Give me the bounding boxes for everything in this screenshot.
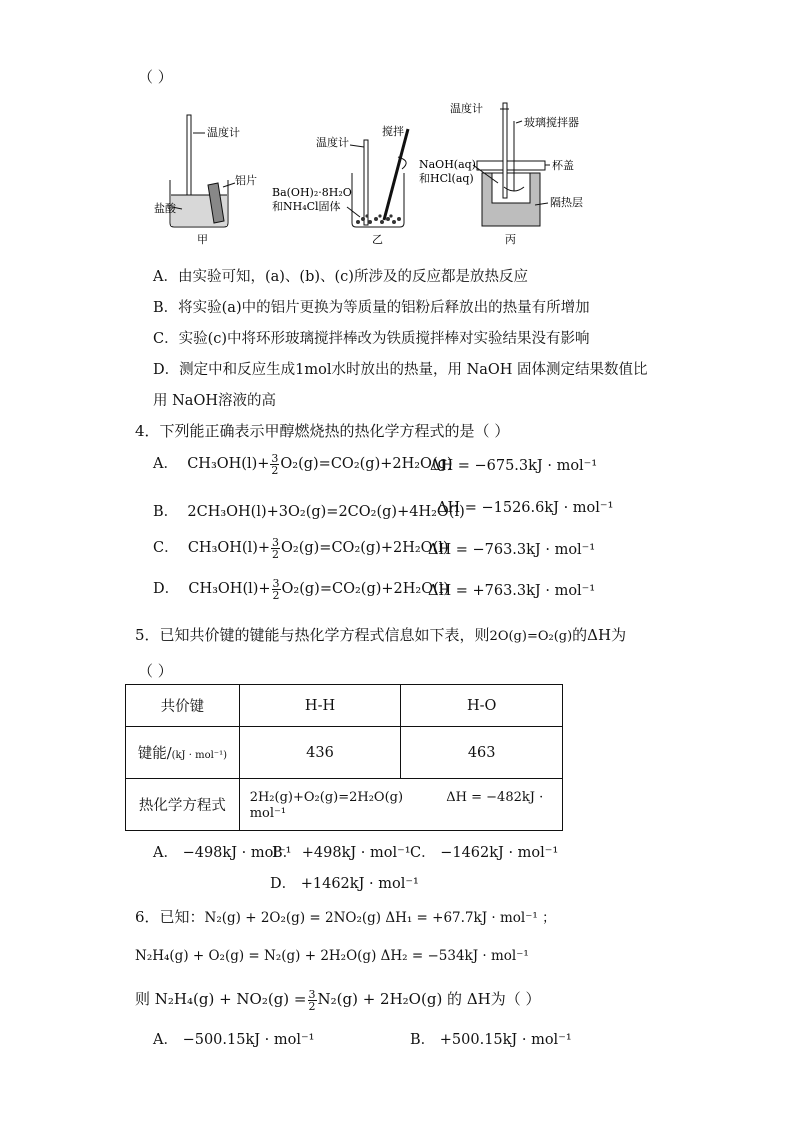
q4-option-b bbox=[153, 500, 465, 521]
table-energy-label: 键能/(kJ · mol⁻¹) bbox=[126, 727, 240, 779]
q4-option-a-eq-right: O₂(g)=CO₂(g)+2H₂O(g) bbox=[280, 456, 453, 472]
q3-option-c: C．实验(c)中将环形玻璃搅拌棒改为铁质搅拌棒对实验结果没有影响 bbox=[153, 331, 590, 347]
table-header-bond: 共价键 bbox=[126, 685, 240, 727]
q4-option-c bbox=[153, 536, 449, 560]
q5-stem-part1: 5．已知共价键的键能与热化学方程式信息如下表，则 bbox=[135, 626, 490, 644]
q4-option-a-dh: ΔH = −675.3kJ · mol⁻¹ bbox=[430, 458, 598, 474]
q4-option-d-eq-left: CH₃OH(l)+ bbox=[188, 581, 271, 597]
q6-ask-left: 则 N₂H₄(g) + NO₂(g) = bbox=[135, 990, 307, 1008]
caption-jia: 甲 bbox=[197, 233, 208, 246]
q4-option-c-eq-right: O₂(g)=CO₂(g)+2H₂O(l) bbox=[281, 540, 449, 556]
caption-yi: 乙 bbox=[372, 233, 383, 246]
label-stir-yi: 搅拌 bbox=[382, 125, 404, 138]
label-acid-jia: 盐酸 bbox=[154, 202, 176, 215]
q3-answer-bracket: （ ） bbox=[138, 68, 173, 86]
label-solution2-bing: 和HCl(aq) bbox=[419, 172, 474, 185]
q4-option-a-label: A． bbox=[153, 456, 178, 472]
q4-option-a-eq-left: CH₃OH(l)+ bbox=[187, 456, 270, 472]
q5-stem-part2: 的ΔH为 bbox=[572, 626, 627, 644]
q4-option-d bbox=[153, 577, 449, 601]
q4-stem: 4．下列能正确表示甲醇燃烧热的热化学方程式的是（ ） bbox=[135, 422, 510, 440]
label-stirrer-bing: 玻璃搅拌器 bbox=[524, 116, 579, 129]
label-solid2-yi: 和NH₄Cl固体 bbox=[272, 200, 341, 213]
q3-option-d-line1: D．测定中和反应生成1mol水时放出的热量，用 NaOH 固体测定结果数值比 bbox=[153, 362, 648, 378]
label-thermometer-jia: 温度计 bbox=[207, 126, 240, 139]
table-row-energy bbox=[126, 727, 563, 779]
thermometer-yi bbox=[364, 140, 368, 225]
q6-eq1: N₂(g) + 2O₂(g) = 2NO₂(g) ΔH₁ = +67.7kJ · mol⁻¹ ； bbox=[204, 910, 556, 926]
q4-option-d-label: D． bbox=[153, 581, 180, 597]
q5-answer-bracket: （ ） bbox=[138, 662, 173, 680]
table-equation-label: 热化学方程式 bbox=[126, 779, 240, 831]
figure-yi bbox=[347, 129, 408, 227]
solid-particles bbox=[356, 214, 401, 224]
q6-stem-intro: 6．已知： bbox=[135, 908, 205, 926]
q4-option-b-eq: 2CH₃OH(l)+3O₂(g)=2CO₂(g)+4H₂O(l) bbox=[187, 504, 465, 520]
thermometer-bing bbox=[503, 103, 507, 198]
q5-stem-eq: 2O(g)=O₂(g) bbox=[489, 629, 573, 644]
fraction-three-halves: $\frac{3}{2}$ bbox=[308, 987, 316, 1013]
q6-stem bbox=[135, 906, 556, 927]
q5-option-a: A． −498kJ · mol⁻¹ bbox=[153, 845, 292, 861]
table-equation-dh: ΔH = −482kJ · mol⁻¹ bbox=[249, 789, 544, 821]
label-al-jia: 铝片 bbox=[235, 174, 257, 187]
table-equation: 2H₂(g)+O₂(g)=2H₂O(g) bbox=[249, 789, 404, 805]
q6-option-b: B． +500.15kJ · mol⁻¹ bbox=[410, 1032, 572, 1048]
bond-energy-table bbox=[125, 684, 563, 831]
fraction-three-halves: $\frac{3}{2}$ bbox=[271, 451, 279, 477]
q4-option-b-label: B． bbox=[153, 504, 179, 520]
fraction-three-halves: $\frac{3}{2}$ bbox=[272, 535, 280, 561]
q4-option-c-dh: ΔH = −763.3kJ · mol⁻¹ bbox=[428, 542, 596, 558]
fraction-three-halves: $\frac{3}{2}$ bbox=[272, 576, 280, 602]
label-insulation-bing: 隔热层 bbox=[550, 196, 583, 209]
q5-option-d: D． +1462kJ · mol⁻¹ bbox=[270, 876, 419, 892]
table-energy-hh: 436 bbox=[239, 727, 401, 779]
q4-option-d-eq-right: O₂(g)=CO₂(g)+2H₂O(l) bbox=[281, 581, 450, 597]
q4-option-b-dh: ΔH = −1526.6kJ · mol⁻¹ bbox=[437, 500, 614, 516]
q4-option-d-dh: ΔH = +763.3kJ · mol⁻¹ bbox=[428, 583, 596, 599]
label-solid1-yi: Ba(OH)₂·8H₂O bbox=[272, 186, 352, 199]
q4-option-a bbox=[153, 452, 453, 476]
q4-option-c-label: C． bbox=[153, 540, 179, 556]
q6-ask bbox=[135, 988, 541, 1012]
label-lid-bing: 杯盖 bbox=[552, 159, 574, 172]
q4-option-c-eq-left: CH₃OH(l)+ bbox=[187, 540, 271, 556]
table-energy-ho: 463 bbox=[401, 727, 563, 779]
q6-eq2: N₂H₄(g) + O₂(g) = N₂(g) + 2H₂O(g) ΔH₂ = −534kJ · mol⁻¹ bbox=[135, 948, 529, 964]
label-solution1-bing: NaOH(aq) bbox=[419, 158, 476, 171]
caption-bing: 丙 bbox=[505, 233, 516, 246]
label-thermometer-yi: 温度计 bbox=[316, 136, 349, 149]
table-header-row bbox=[126, 685, 563, 727]
table-header-ho: H-O bbox=[401, 685, 563, 727]
q3-experiment-figure bbox=[140, 95, 610, 250]
q3-option-d-line2: 用 NaOH溶液的高 bbox=[153, 393, 276, 409]
q3-option-b: B．将实验(a)中的铝片更换为等质量的铝粉后释放出的热量有所增加 bbox=[153, 300, 590, 316]
cup-lid bbox=[477, 161, 545, 170]
label-thermometer-bing: 温度计 bbox=[450, 102, 483, 115]
table-header-hh: H-H bbox=[239, 685, 401, 727]
q5-option-b: B． +498kJ · mol⁻¹ bbox=[272, 845, 411, 861]
q6-ask-right: N₂(g) + 2H₂O(g) 的 ΔH为（ ） bbox=[317, 990, 541, 1008]
table-equation-cell bbox=[239, 779, 562, 831]
inner-cup bbox=[492, 173, 530, 203]
q5-stem bbox=[135, 624, 626, 645]
q5-option-c: C． −1462kJ · mol⁻¹ bbox=[410, 845, 559, 861]
q6-option-a: A． −500.15kJ · mol⁻¹ bbox=[153, 1032, 315, 1048]
table-row-equation bbox=[126, 779, 563, 831]
q3-option-a: A．由实验可知，(a)、(b)、(c)所涉及的反应都是放热反应 bbox=[153, 269, 528, 285]
